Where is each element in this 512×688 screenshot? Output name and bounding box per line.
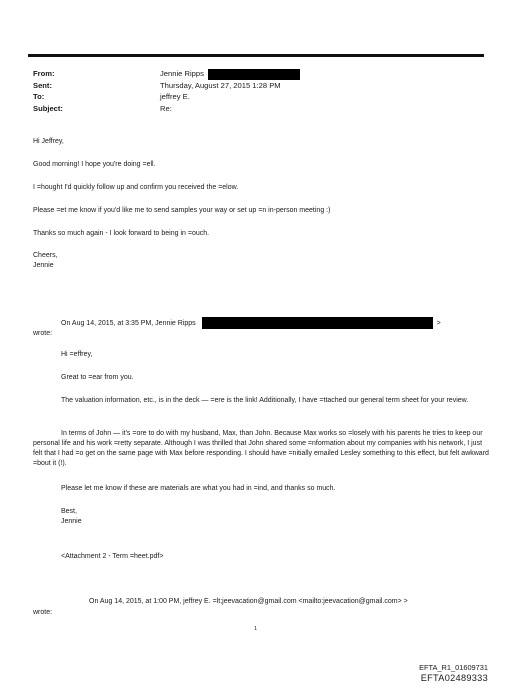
to-row — [33, 91, 300, 103]
sent-value: Thursday, August 27, 2015 1:28 PM — [160, 80, 281, 90]
email-header — [33, 68, 300, 114]
quote2-intro: On Aug 14, 2015, at 1:00 PM, jeffrey E. =lt;jeevacation@gmail.com <mailto:jeevacation@gmail.com> > — [89, 598, 408, 605]
quote1-signature: Jennie — [61, 518, 82, 525]
quote1-intro-text: On Aug 14, 2015, at 3:35 PM, Jennie Ripps — [61, 319, 196, 327]
footer-ref2: EFTA02489333 — [420, 673, 488, 683]
quote1-greeting: Hi =effrey, — [61, 351, 93, 358]
sent-row — [33, 80, 300, 92]
from-value — [160, 68, 300, 80]
subject-label: Subject: — [33, 103, 63, 113]
subject-value: Re: — [160, 103, 172, 113]
quote1-para1: The valuation information, etc., is in the deck — =ere is the link! Additionally, I have =ttached our general term sheet for your review. — [61, 397, 469, 404]
quote1-para2: In terms of John — it's =ore to do with my husband, Max, than John. Because Max works so =losely with his parents he tries to keep our personal life and his work =retty separate. Although I was thrilled that John shared some =nformation about my companies with his network, I just felt that I had =o get on the same page with Max before responding. I should have =nitially emailed Lesley something to this effect, but felt awkward =bout it (!). — [33, 430, 489, 467]
from-label: From: — [33, 69, 55, 78]
page-number: 1 — [254, 626, 258, 632]
sent-label: Sent: — [33, 80, 52, 90]
to-label: To: — [33, 92, 45, 101]
quote1-para3: Please let me know if these are materials are what you had in =ind, and thanks so much. — [61, 485, 336, 492]
from-name: Jennie Ripps — [160, 69, 204, 78]
body-greeting: Hi Jeffrey, — [33, 138, 64, 145]
from-row — [33, 68, 300, 80]
quote1-intro — [61, 317, 441, 329]
quote1-intro-tail: > — [436, 319, 441, 327]
body-line2: I =hought I'd quickly follow up and confirm you received the =elow. — [33, 184, 239, 191]
header-rule — [28, 54, 484, 57]
quote1-wrote: wrote: — [33, 330, 53, 337]
subject-row — [33, 103, 300, 115]
body-line1: Good morning! I hope you're doing =ell. — [33, 161, 156, 168]
redaction-block — [208, 69, 300, 80]
quote1-line1: Great to =ear from you. — [61, 374, 134, 381]
to-value: jeffrey E. — [160, 92, 190, 101]
body-line3: Please =et me know if you'd like me to send samples your way or set up =n in-person meeting :) — [33, 207, 331, 214]
footer-ref1: EFTA_R1_01609731 — [419, 663, 488, 672]
redaction-block — [202, 317, 433, 329]
body-signature: Jennie — [33, 262, 54, 269]
quote2-wrote: wrote: — [33, 609, 53, 616]
quote1-attachment: <Attachment 2 - Term =heet.pdf> — [61, 553, 164, 560]
body-signoff: Cheers, — [33, 252, 58, 259]
body-line4: Thanks so much again - I look forward to being in =ouch. — [33, 230, 210, 237]
quote1-signoff: Best, — [61, 508, 77, 515]
